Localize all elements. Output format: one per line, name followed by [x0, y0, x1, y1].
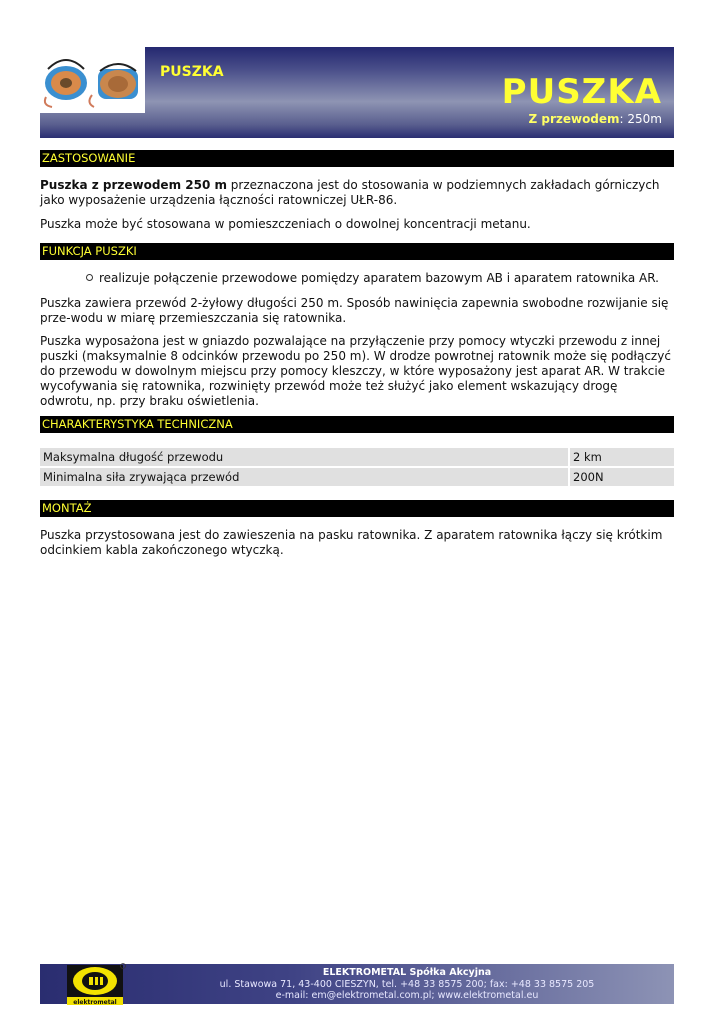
cable-reel-icon: [40, 47, 145, 113]
footer-info: [140, 967, 674, 1002]
footer-company: ELEKTROMETAL Spółka Akcyjna: [322, 967, 492, 978]
zastosowanie-paragraph-2: Puszka może być stosowana w pomieszczeniach o dowolnej koncentracji metanu.: [40, 217, 531, 231]
subtitle-label: Z przewodem: [528, 112, 620, 126]
elektrometal-logo-icon: [65, 963, 125, 1005]
bullet-circle-icon: [86, 274, 93, 281]
montaz-paragraph: Puszka przystosowana jest do zawieszenia na pasku ratownika. Z aparatem ratownika łączy się krótkim odcinkiem kabla zakończonego wtyczką.: [40, 528, 663, 557]
header-big-title: PUSZKA: [501, 72, 662, 112]
logo-text: elektrometal: [73, 999, 117, 1006]
header-small-title: PUSZKA: [160, 64, 224, 80]
table-row: [40, 468, 674, 486]
zastosowanie-paragraph-1: [40, 178, 672, 208]
spec-value: 2 km: [568, 448, 674, 466]
subtitle-value: : 250m: [619, 112, 662, 126]
tech-spec-table: [40, 446, 674, 488]
section-title-zastosowanie: ZASTOSOWANIE: [40, 150, 674, 167]
section-title-montaz: MONTAŻ: [40, 500, 674, 517]
spec-label: Minimalna siła zrywająca przewód: [40, 468, 568, 486]
zastosowanie-p1-text: przeznaczona jest do stosowania w podziemnych zakładach górniczych jako wyposażenie urządzenia łączności ratowniczej UŁR-86.: [40, 178, 660, 207]
footer-address: ul. Stawowa 71, 43-400 CIESZYN, tel. +48 33 8575 200; fax: +48 33 8575 205: [219, 978, 595, 990]
section-title-charakterystyka: CHARAKTERYSTYKA TECHNICZNA: [40, 416, 674, 433]
spec-value: 200N: [568, 468, 674, 486]
funkcja-paragraph-1: Puszka zawiera przewód 2-żyłowy długości 250 m. Sposób nawinięcia zapewnia swobodne rozwijanie się prze-wodu w miarę przemieszczania się ratownika.: [40, 296, 669, 325]
funkcja-paragraph-2: Puszka wyposażona jest w gniazdo pozwalające na przyłączenie przy pomocy wtyczki przewodu z innej puszki (maksymalnie 8 odcinków przewodu po 250 m). W drodze powrotnej ratownik może się podłączyć do przewodu w dowolnym miejscu przy pomocy kleszczy, w które wyposażony jest aparat AR. W trakcie wycofywania się ratownika, rozwinięty przewód może też służyć jako element wskazujący drogę odwrotu, np. przy braku oświetlenia.: [40, 334, 671, 408]
product-name-bold: Puszka z przewodem 250 m: [40, 178, 227, 192]
section-title-funkcja: FUNKCJA PUSZKI: [40, 243, 674, 260]
funkcja-bullet-item: [86, 271, 659, 286]
spec-label: Maksymalna długość przewodu: [40, 448, 568, 466]
funkcja-bullet-text: realizuje połączenie przewodowe pomiędzy aparatem bazowym AB i aparatem ratownika AR.: [99, 271, 659, 285]
header-subtitle: [528, 112, 662, 126]
footer-banner: [40, 964, 674, 1004]
table-row: [40, 448, 674, 466]
header-banner: [40, 47, 674, 138]
product-image: [40, 47, 145, 113]
footer-contact: e-mail: em@elektrometal.com.pl; www.elektrometal.eu: [275, 990, 539, 1001]
